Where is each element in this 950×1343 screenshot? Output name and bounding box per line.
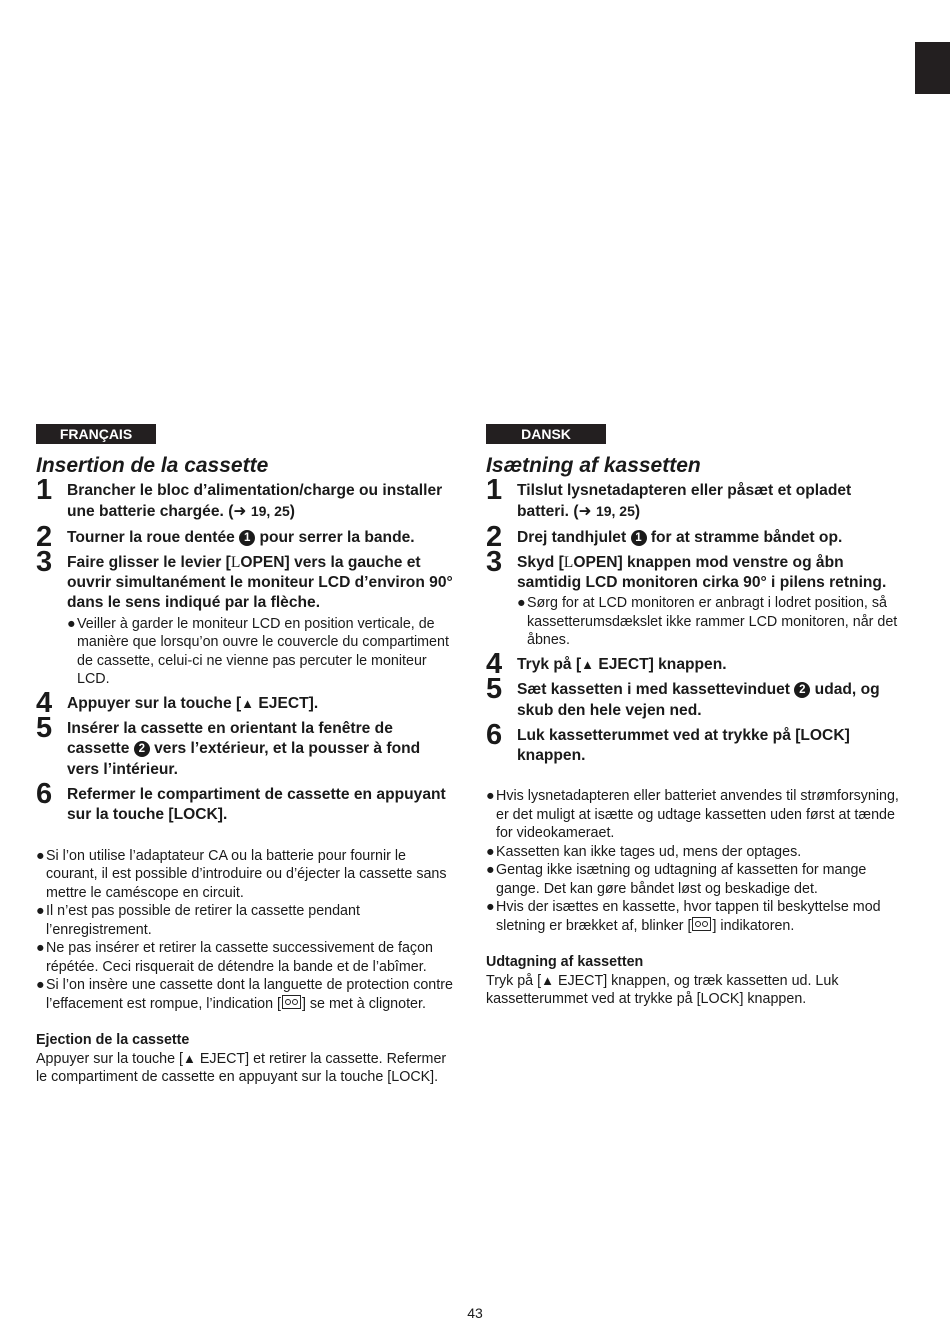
language-label-french: FRANÇAIS bbox=[36, 424, 156, 444]
step-number: 6 bbox=[36, 777, 53, 810]
step-number: 2 bbox=[36, 520, 53, 553]
page-number: 43 bbox=[467, 1305, 483, 1321]
bullet-icon: ● bbox=[517, 595, 526, 612]
callout-number-1-icon: 1 bbox=[239, 530, 255, 546]
danish-column bbox=[486, 424, 906, 1009]
step-5: 5 Insérer la cassette en orientant la fenêtre de cassette 2 vers l’extérieur, et la pousser à fond vers l’intérieur. bbox=[36, 712, 421, 778]
note-item: ● Ne pas insérer et retirer la cassette successivement de façon répétée. Ceci risquerait de détendre la bande et de l’abîmer. bbox=[36, 940, 433, 975]
step-1: 1 Tilslut lysnetadapteren eller påsæt et opladet batteri. (➜ 19, 25) bbox=[486, 474, 852, 521]
section-title-danish: Isætning af kassetten bbox=[486, 454, 701, 477]
section-tab-marker bbox=[915, 42, 950, 94]
eject-icon: ▲ bbox=[183, 1050, 196, 1066]
note-item: ● Il n’est pas possible de retirer la cassette pendant l’enregistrement. bbox=[36, 903, 360, 938]
step-2: 2 Tourner la roue dentée 1 pour serrer la bande. bbox=[36, 520, 415, 553]
step-number: 5 bbox=[486, 673, 503, 706]
note-item: ● Si l’on utilise l’adaptateur CA ou la batterie pour fournir le courant, il est possible d’introduire ou d’éjecter la cassette sans mettre le caméscope en circuit. bbox=[36, 847, 447, 901]
cassette-warning-icon bbox=[282, 995, 301, 1009]
note-item: ● Gentag ikke isætning og udtagning af kassetten for mange gange. Det kan gøre båndet løst og beskadige det. bbox=[486, 862, 867, 897]
bullet-icon: ● bbox=[67, 615, 76, 632]
callout-number-2-icon: 2 bbox=[794, 682, 810, 698]
lever-symbol-icon: L bbox=[230, 553, 241, 571]
step-number: 4 bbox=[486, 647, 503, 680]
bullet-icon: ● bbox=[486, 843, 495, 860]
step-number: 6 bbox=[486, 718, 503, 751]
arrow-icon: ➜ bbox=[233, 503, 247, 521]
bullet-icon: ● bbox=[486, 862, 495, 879]
step-4: 4 Tryk på [▲ EJECT] knappen. bbox=[486, 647, 727, 680]
note-item: ● Hvis der isættes en kassette, hvor tappen til beskyttelse mod sletning er brækket af, blinker [ ] indikatoren. bbox=[486, 899, 881, 934]
section-title-french: Insertion de la cassette bbox=[36, 454, 269, 477]
subsection-text: Tryk på [▲ EJECT] knappen, og træk kassetten ud. Luk kassetterummet ved at trykke på [LOCK] knappen. bbox=[486, 972, 839, 1008]
bullet-icon: ● bbox=[36, 940, 45, 957]
step-number: 3 bbox=[36, 545, 53, 578]
subsection-title: Udtagning af kassetten bbox=[486, 954, 644, 971]
step-6: 6 Luk kassetterummet ved at trykke på [LOCK] knappen. bbox=[486, 718, 850, 765]
step-3: 3 Faire glisser le levier [LOPEN] vers la gauche et ouvrir simultanément le moniteur LCD d’environ 90° dans le sens indiqué par la flèche. ● Veiller à garder le moniteur LCD en position verticale, de manière que lorsqu’on ouvre le couvercle du compartiment de cassette, celui-ci ne vienne pas percuter le moniteur LCD. bbox=[36, 553, 456, 689]
page-reference: 19, 25 bbox=[250, 503, 290, 520]
french-column bbox=[36, 424, 456, 1087]
bullet-icon: ● bbox=[36, 977, 45, 994]
page-reference: 19, 25 bbox=[595, 503, 635, 520]
language-label-danish: DANSK bbox=[486, 424, 606, 444]
eject-icon: ▲ bbox=[541, 972, 554, 988]
step-5: 5 Sæt kassetten i med kassettevinduet 2 udad, og skub den hele vejen ned. bbox=[486, 673, 880, 719]
step-2: 2 Drej tandhjulet 1 for at stramme båndet op. bbox=[486, 520, 843, 553]
eject-icon: ▲ bbox=[581, 656, 595, 672]
step-number: 3 bbox=[486, 545, 503, 578]
step-6: 6 Refermer le compartiment de cassette en appuyant sur la touche [LOCK]. bbox=[36, 777, 446, 824]
step-number: 4 bbox=[36, 686, 53, 719]
note-item: ● Hvis lysnetadapteren eller batteriet anvendes til strømforsyning, er det muligt at isætte og udtage kassetten uden først at tænde for videokameraet. bbox=[486, 788, 899, 842]
eject-icon: ▲ bbox=[241, 695, 255, 711]
cassette-warning-icon bbox=[692, 917, 711, 931]
notes-list bbox=[36, 847, 456, 1014]
bullet-icon: ● bbox=[36, 903, 45, 920]
bullet-icon: ● bbox=[36, 847, 45, 864]
bullet-icon: ● bbox=[486, 899, 495, 916]
arrow-icon: ➜ bbox=[578, 503, 592, 521]
step-number: 1 bbox=[36, 474, 53, 506]
step-note: ● Sørg for at LCD monitoren er anbragt i lodret position, så kassetterumsdækslet ikke rammer LCD monitoren, når det åbnes. bbox=[517, 595, 898, 649]
note-item: ● Kassetten kan ikke tages ud, mens der optages. bbox=[486, 843, 802, 860]
step-number: 1 bbox=[486, 474, 503, 506]
subsection-title: Ejection de la cassette bbox=[36, 1032, 190, 1049]
notes-list bbox=[486, 787, 906, 935]
step-1: 1 Brancher le bloc d’alimentation/charge ou installer une batterie chargée. (➜ 19, 25) bbox=[36, 474, 443, 521]
callout-number-2-icon: 2 bbox=[134, 741, 150, 757]
subsection-text: Appuyer sur la touche [▲ EJECT] et retirer la cassette. Refermer le compartiment de cassette en appuyant sur la touche [LOCK]. bbox=[36, 1050, 447, 1086]
note-item: ● Si l’on insère une cassette dont la languette de protection contre l’effacement est rompue, l’indication [ ] se met à clignoter. bbox=[36, 977, 453, 1012]
step-number: 5 bbox=[36, 712, 53, 745]
step-number: 2 bbox=[486, 520, 503, 553]
bullet-icon: ● bbox=[486, 788, 495, 805]
step-4: 4 Appuyer sur la touche [▲ EJECT]. bbox=[36, 686, 319, 719]
callout-number-1-icon: 1 bbox=[631, 530, 647, 546]
step-3: 3 Skyd [LOPEN] knappen mod venstre og åbn samtidig LCD monitoren cirka 90° i pilens retning. ● Sørg for at LCD monitoren er anbragt i lodret position, så kassetterumsdækslet ikke rammer LCD monitoren, når det åbnes. bbox=[486, 553, 906, 650]
step-note: ● Veiller à garder le moniteur LCD en position verticale, de manière que lorsqu’on ouvre le couvercle du compartiment de cassette, celui-ci ne vienne pas percuter le moniteur LCD. bbox=[67, 615, 449, 688]
lever-symbol-icon: L bbox=[563, 553, 574, 571]
